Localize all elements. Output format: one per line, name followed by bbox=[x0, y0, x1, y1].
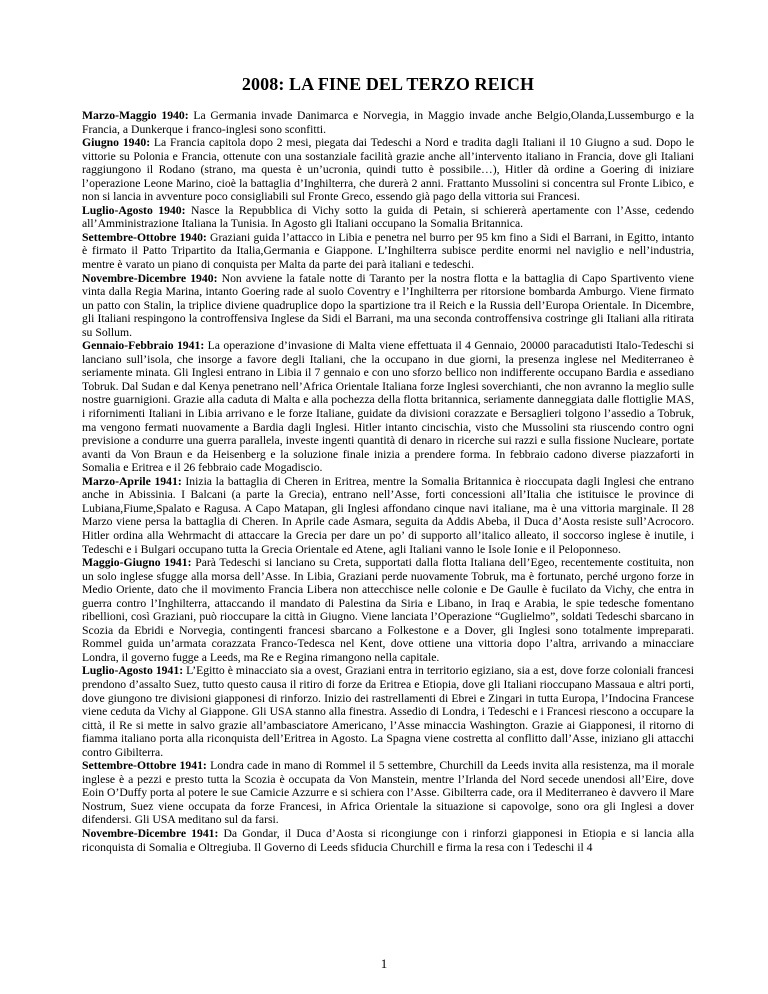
entry-text: Londra cade in mano di Rommel il 5 settembre, Churchill da Leeds invita alla resistenza, ma il morale inglese è a pezzi e presto tutta la Scozia è occupata da Von Manstein, mentre l’Irlanda del Nord secede unendosi all’Eire, dove Eoin O’Duffy porta al potere le sue Camicie Azzurre e si schiera con l’Asse. Gibilterra cade, ora il Mediterraneo è davvero il Mare Nostrum, Suez viene occupata da forze Francesi, in Africa Orientale la situazione si capovolge, sono ora gli Inglesi a dover difendersi. Gli USA meditano sul da farsi. bbox=[82, 759, 695, 827]
entry-date: Luglio-Agosto 1940: bbox=[82, 203, 186, 217]
timeline-entry bbox=[82, 136, 694, 204]
timeline-entry bbox=[82, 759, 694, 827]
entry-date: Marzo-Aprile 1941: bbox=[82, 474, 182, 488]
entry-text: Inizia la battaglia di Cheren in Eritrea, mentre la Somalia Britannica è rioccupata dagli Inglesi che entrano anche in Abissinia. I Balcani (a parte la Grecia), entrano nell’Asse, forti concessioni all’Italia che istituisce le province di Lubiana,Fiume,Spalato e Ragusa. A Capo Matapan, gli Inglesi affondano cinque navi italiane, ma è una vittoria marginale. Il 28 Marzo viene persa la battaglia di Cheren. In Aprile cade Asmara, seguita da Addis Abeba, il Duca d’Aosta resiste sull’Acrocoro. Hitler ordina alla Wehrmacht di attaccare la Grecia per dare un po’ di supporto all’italico alleato, il soccorso inglese è inutile, i Tedeschi e i Bulgari occupano tutta la Grecia Orientale ed Atene, agli Italiani vanno le Isole Ionie e il Peloponneso. bbox=[82, 474, 695, 556]
entry-date: Gennaio-Febbraio 1941: bbox=[82, 339, 205, 353]
timeline-entry bbox=[82, 556, 694, 664]
timeline-entry bbox=[82, 475, 694, 556]
entry-text: Non avviene la fatale notte di Taranto per la nostra flotta e la battaglia di Capo Spartivento viene vinta dalla Regia Marina, intanto Goering rade al suolo Coventry e l’Inghilterra per ritorsione bombarda Amburgo. Viene firmato un patto con Stalin, la triplice diviene quadruplice dopo la spartizione tra il Reich e la Russia dell’Europa Orientale. In Dicembre, gli Italiani respingono la controffensiva Inglese da Sidi el Barrani, ma una seconda controffensiva costringe gli Italiani alla ritirata su Sollum. bbox=[82, 271, 694, 339]
timeline-entry bbox=[82, 664, 694, 759]
entry-date: Giugno 1940: bbox=[82, 136, 151, 150]
page-title: 2008: LA FINE DEL TERZO REICH bbox=[241, 74, 535, 94]
timeline-entry bbox=[82, 231, 694, 272]
page-number: 1 bbox=[380, 956, 388, 971]
timeline-text bbox=[82, 109, 694, 854]
entry-text: Nasce la Repubblica di Vichy sotto la guida di Petain, si schiererà apertamente con l’Asse, cedendo all’Amministrazione Italiana la Tunisia. In Agosto gli Italiani occupano la Somalia Britannica. bbox=[82, 203, 694, 231]
timeline-entry bbox=[82, 827, 694, 854]
entry-date: Marzo-Maggio 1940: bbox=[82, 109, 189, 122]
entry-date: Settembre-Ottobre 1940: bbox=[82, 230, 207, 244]
entry-text: L’Egitto è minacciato sia a ovest, Graziani entra in territorio egiziano, sia a est, dove forze coloniali francesi prendono d’assalto Suez, tutto questo causa il ritiro di forze da Eritrea e Etiopia, dove gli Italiani rioccupano Massaua e altri porti, dove giungono tre divisioni giapponesi di rinforzo. Inizio dei rastrellamenti di Ebrei e Zingari in tutta Europa, l’Indocina Francese viene ceduta da Vichy al Giappone. Gli USA stanno alla finestra. Assedio di Londra, i Tedeschi e i Francesi riescono a occupare la città, il Re si mette in salvo grazie all’ambasciatore Americano, l’Asse minaccia Washington. Grazie ai Giapponesi, il ritorno di fiamma italiano porta alla riconquista dell’Eritrea in Agosto. La Spagna viene costretta al conflitto dall’Asse, iniziano gli attacchi contro Gibilterra. bbox=[82, 664, 694, 759]
entry-date: Maggio-Giugno 1941: bbox=[82, 556, 192, 570]
entry-date: Novembre-Dicembre 1941: bbox=[82, 826, 219, 840]
entry-text: La Germania invade Danimarca e Norvegia, in Maggio invade anche Belgio,Olanda,Lussemburgo e la Francia, a Dunkerque i franco-inglesi sono sconfitti. bbox=[82, 109, 695, 136]
timeline-entry bbox=[82, 272, 694, 340]
entry-text: Parà Tedeschi si lanciano su Creta, supportati dalla flotta Italiana dell’Egeo, recentemente costituita, non un solo inglese sfugge alla morsa dell’Asse. In Libia, Graziani perde nuovamente Tobruk, ma è fortunato, perché urgono forze in Medio Oriente, dato che il movimento Francia Libera non attecchisce nelle colonie e De Gaulle è fucilato da Vichy, che entra in guerra contro l’Inghilterra, attaccando il mandato di Palestina da Siria e Libano, in Iraq e Arabia, le spie tedesche fomentano ribellioni, così Graziani, può rioccupare la città in Giugno. Viene lanciata l’Operazione “Guglielmo”, soldati Tedeschi sbarcano in Scozia da Ebridi e Norvegia, contingenti francesi sbarcano a Folkestone e a Dover, gli Inglesi sono totalmente impreparati. Rommel guida un’armata corazzata Franco-Tedesca nel Kent, dove ottiene una vittoria dopo l’altra, arrivando a minacciare Londra, il governo fugge a Leeds, ma Re e Regina rimangono nella capitale. bbox=[82, 556, 694, 664]
entry-text: Graziani guida l’attacco in Libia e penetra nel burro per 95 km fino a Sidi el Barrani, in Egitto, intanto è firmato il Patto Tripartito da Italia,Germania e Giappone. L’Inghilterra subisce perdite enormi nel naviglio e nell’industria, mentre è varato un piano di conquista per Malta da parte dei parà italiani e tedeschi. bbox=[82, 230, 694, 272]
entry-date: Novembre-Dicembre 1940: bbox=[82, 271, 218, 285]
entry-text: Da Gondar, il Duca d’Aosta si ricongiunge con i rinforzi giapponesi in Etiopia e si lancia alla riconquista di Somalia e Oltregiuba. Il Governo di Leeds sfiducia Churchill e firma la resa con i Tedeschi il 4 bbox=[82, 826, 695, 854]
entry-date: Settembre-Ottobre 1941: bbox=[82, 759, 207, 773]
timeline-entry bbox=[82, 339, 694, 474]
timeline-entry bbox=[82, 204, 694, 231]
timeline-entry bbox=[82, 109, 694, 136]
entry-date: Luglio-Agosto 1941: bbox=[82, 664, 184, 678]
entry-text: La operazione d’invasione di Malta viene effettuata il 4 Gennaio, 20000 paracadutisti Italo-Tedeschi si lanciano sull’isola, che insorge a favore degli Italiani, che la occupano in due giorni, la presenza inglese nel Mediterraneo è seriamente minata. Gli Inglesi entrano in Libia il 7 gennaio e con uno sforzo bellico non indifferente occupano Bardia e assediano Tobruk. Dal Sudan e dal Kenya penetrano nell’Africa Orientale Italiana forze Inglesi soverchianti, che non avranno la meglio sulle nostre guarnigioni. Grazie alla caduta di Malta e alla pochezza della flotta britannica, seriamente danneggiata dalle flottiglie MAS, i rifornimenti Italiani in Libia arrivano e le forze Italiane, guidate da divisioni corazzate e Bersaglieri tolgono l’assedio a Tobruk, ma vengono fermati nuovamente a Bardia dagli Inglesi. Hitler intanto cincischia, visto che Mussolini sta riuscendo contro ogni previsione a condurre una guerra parallela, investe ingenti quantità di denaro in ricerche sui razzi e sulla fissione Nucleare, portate avanti da Von Braun e da Heisenberg e la soluzione finale inizia a prendere forma. In febbraio cadono diverse piazzaforti in Somalia e Eritrea e il 26 febbraio cade Mogadiscio. bbox=[82, 339, 694, 475]
entry-text: La Francia capitola dopo 2 mesi, piegata dai Tedeschi a Nord e tradita dagli Italiani il 10 Giugno a sud. Dopo le vittorie su Polonia e Francia, ottenute con una sostanziale facilità grazie anche all’intervento italiano in Francia, dove gli Italiani raggiungono il Rodano (strano, ma questa è un’ucronia, quindi tutto è possibile…), Hitler dà ordine a Goering di iniziare l’operazione Leone Marino, cioè la battaglia d’Inghilterra, che durerà 2 anni. Frattanto Mussolini si concentra sul Fronte Libico, e non si lancia in avventure poco consigliabili sul Fronte Greco, essendo già pago della vittoria sui Francesi. bbox=[82, 136, 695, 204]
document-page bbox=[82, 74, 694, 854]
